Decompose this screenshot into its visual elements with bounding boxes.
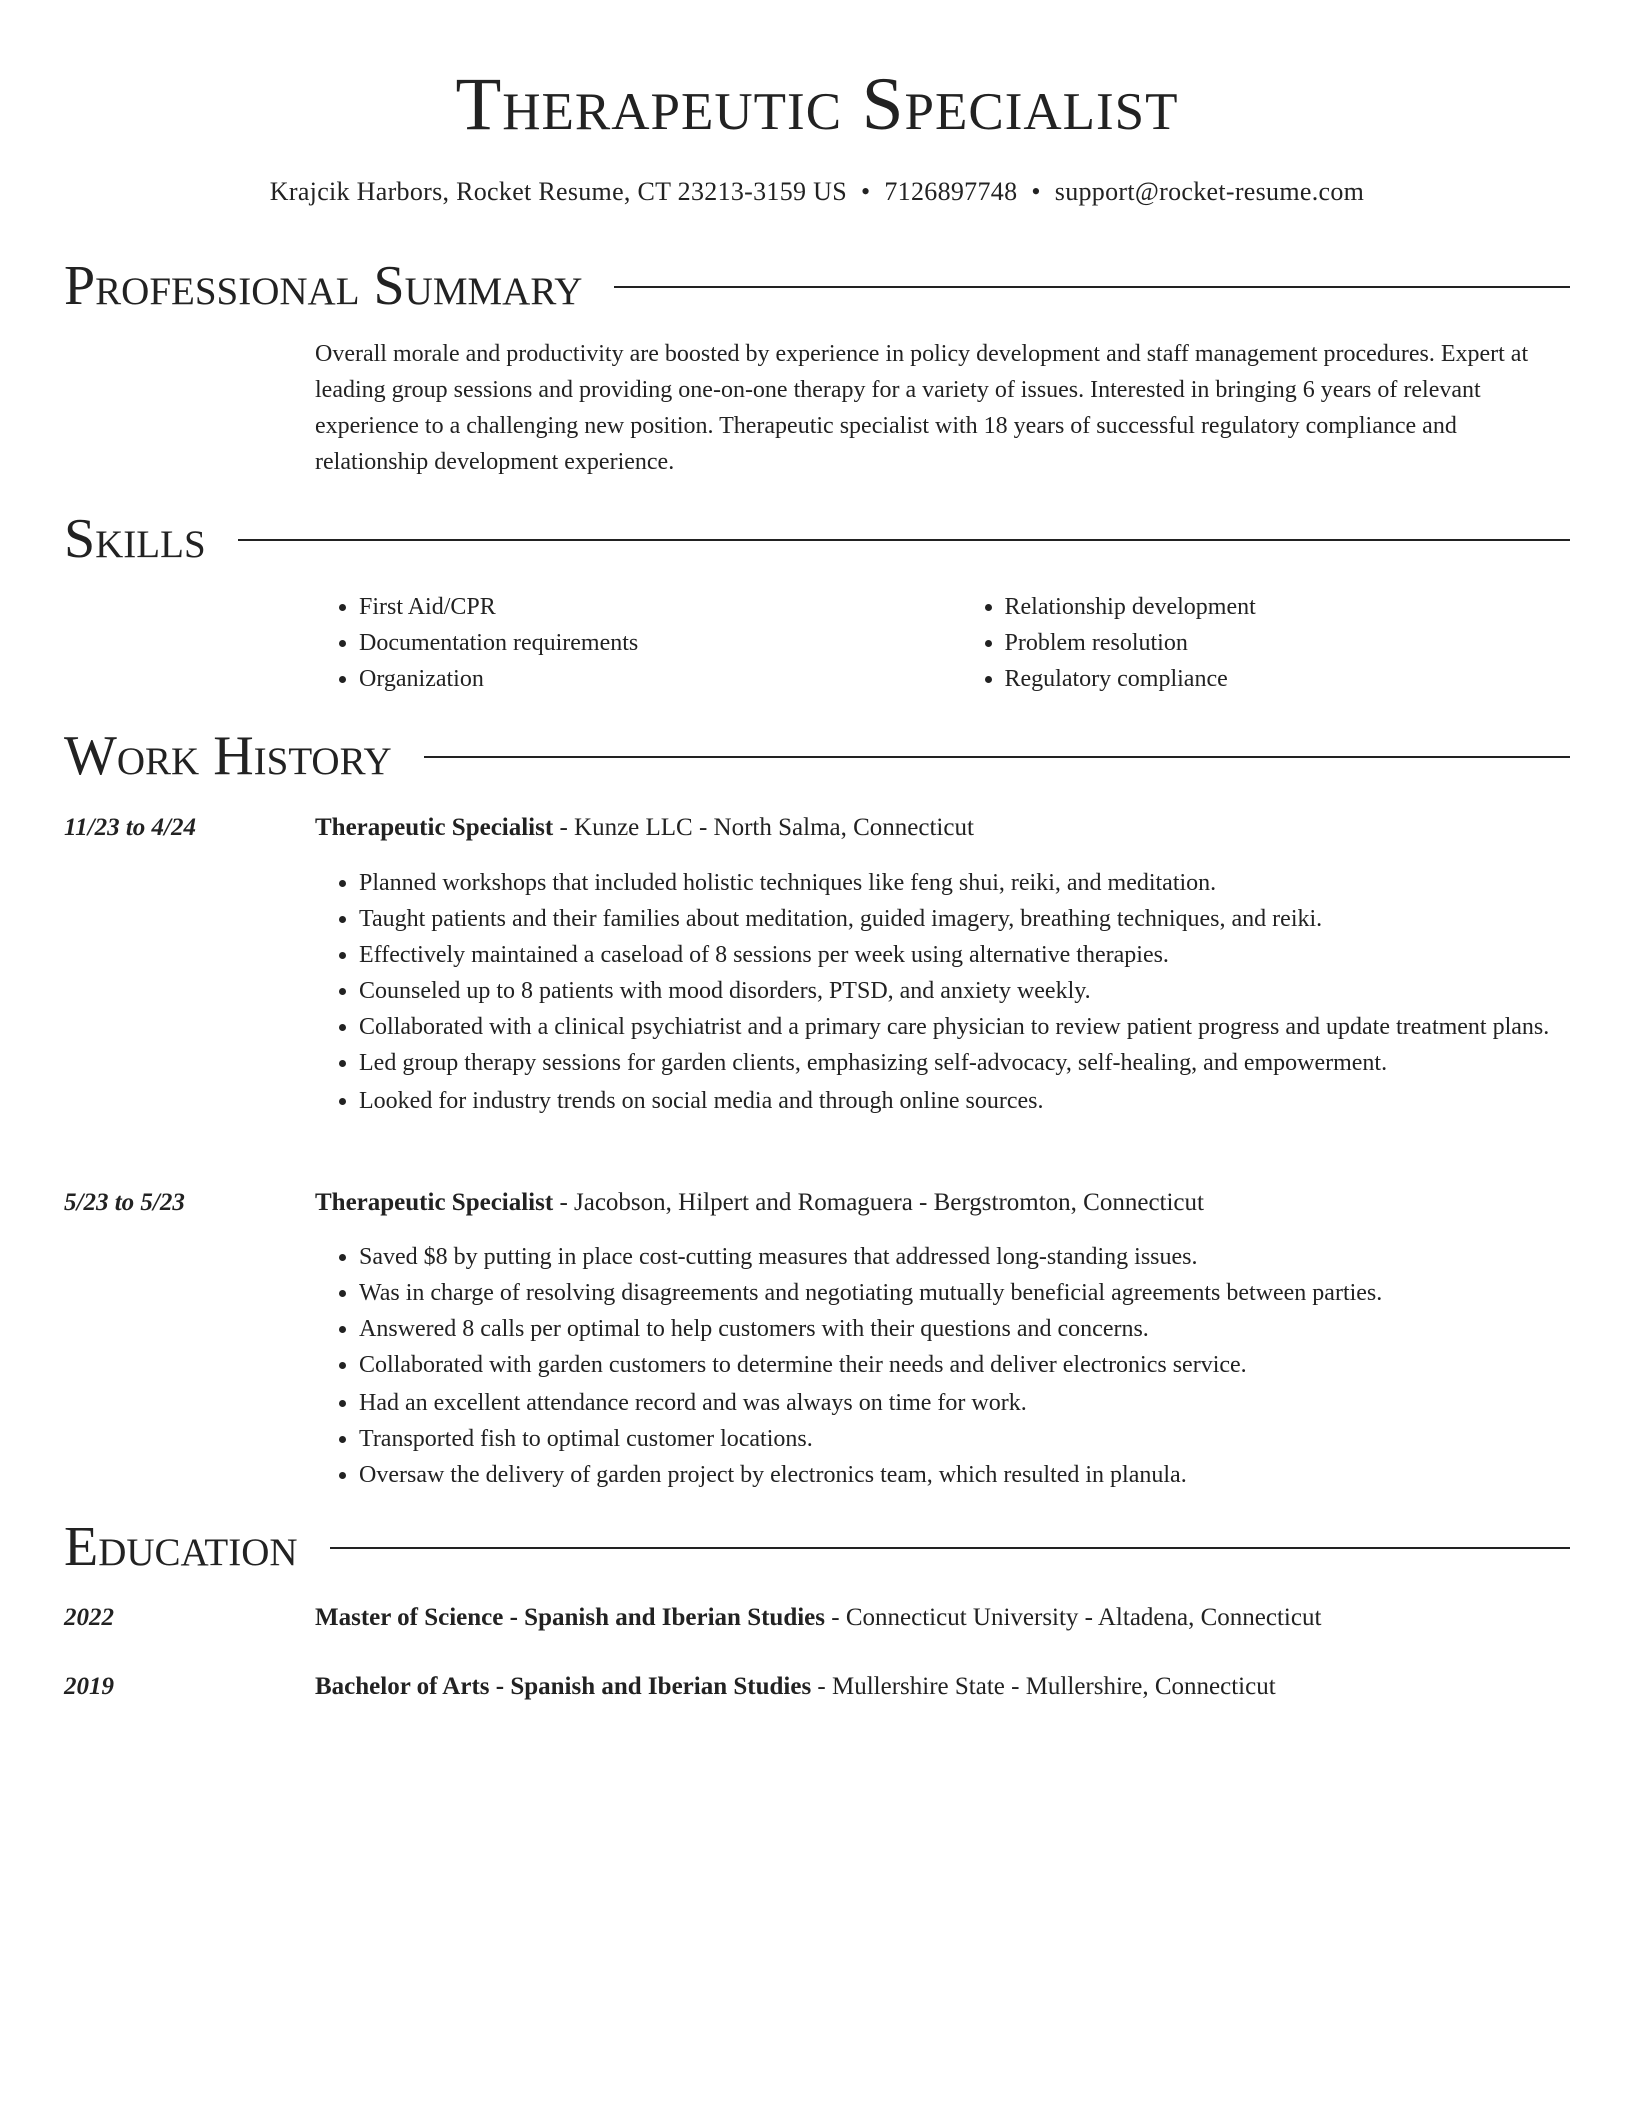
skill-item: • Regulatory compliance [1005, 661, 1571, 697]
education-year: 2019 [64, 1673, 114, 1700]
job-details: - Kunze LLC - North Salma, Connecticut [553, 814, 974, 841]
skills-column-right [961, 589, 1571, 697]
skills-list [315, 589, 1570, 697]
job-bullet: • Was in charge of resolving disagreements and negotiating mutually beneficial agreements between parties. [359, 1275, 1614, 1311]
job-bullet: • Planned workshops that included holistic techniques like feng shui, reiki, and meditation. [359, 865, 1614, 901]
job-bullets [315, 1239, 1614, 1493]
job-bullet: • Led group therapy sessions for garden clients, emphasizing self-advocacy, self-healing, and empowerment. [359, 1045, 1614, 1081]
contact-phone: 7126897748 [884, 177, 1018, 206]
job-dates: 5/23 to 5/23 [64, 1189, 185, 1216]
contact-email[interactable]: support@rocket-resume.com [1054, 177, 1365, 206]
job-title: Therapeutic Specialist [315, 1189, 554, 1216]
summary-text: Overall morale and productivity are boosted by experience in policy development and staff management procedures. Expert at leading group sessions and providing one-on-one therapy for a variety of issues. Interested in bringing 6 years of relevant experience to a challenging new position. Therapeutic specialist with 18 years of successful regulatory compliance and relationship development experience. [315, 341, 1529, 475]
education-heading: Education [64, 1516, 298, 1578]
education-entry [315, 1600, 1570, 1636]
job-bullet: • Collaborated with garden customers to determine their needs and deliver electronics service. [359, 1347, 1614, 1383]
section-divider [614, 286, 1570, 288]
skill-item: • Documentation requirements [359, 625, 925, 661]
education-degree: Master of Science - Spanish and Iberian Studies [315, 1604, 826, 1631]
section-divider [424, 756, 1570, 758]
skills-section-header [64, 507, 1570, 571]
summary-section-header [64, 254, 1570, 318]
job-bullet: • Taught patients and their families about meditation, guided imagery, breathing techniques, and reiki. [359, 901, 1614, 937]
job-bullet: • Effectively maintained a caseload of 8 sessions per week using alternative therapies. [359, 937, 1614, 973]
job-heading [315, 810, 1570, 846]
education-details: - Mullershire State - Mullershire, Connecticut [811, 1673, 1276, 1700]
education-section-header [64, 1515, 1570, 1579]
contact-address: Krajcik Harbors, Rocket Resume, CT 23213-3159 US [269, 177, 847, 206]
skill-item: • Problem resolution [1005, 625, 1571, 661]
skill-item: • Organization [359, 661, 925, 697]
education-details: - Connecticut University - Altadena, Connecticut [825, 1604, 1322, 1631]
skill-item: • First Aid/CPR [359, 589, 925, 625]
contact-separator: • [1031, 177, 1041, 206]
work-section-header [64, 724, 1570, 788]
education-degree: Bachelor of Arts - Spanish and Iberian Studies [315, 1673, 812, 1700]
job-bullet: • Answered 8 calls per optimal to help customers with their questions and concerns. [359, 1311, 1614, 1347]
resume-title: Therapeutic Specialist [455, 63, 1179, 146]
job-bullet: • Transported fish to optimal customer locations. [359, 1421, 1614, 1457]
job-bullet: • Counseled up to 8 patients with mood disorders, PTSD, and anxiety weekly. [359, 973, 1614, 1009]
education-entry [315, 1669, 1570, 1705]
skills-heading: Skills [64, 508, 206, 570]
work-heading: Work History [64, 725, 392, 787]
job-title: Therapeutic Specialist [315, 814, 554, 841]
job-bullets [315, 865, 1614, 1119]
job-dates: 11/23 to 4/24 [64, 814, 196, 841]
job-bullet: • Collaborated with a clinical psychiatrist and a primary care physician to review patient progress and update treatment plans. [359, 1009, 1614, 1045]
job-bullet: • Oversaw the delivery of garden project by electronics team, which resulted in planula. [359, 1457, 1614, 1493]
job-bullet: • Looked for industry trends on social media and through online sources. [359, 1083, 1614, 1119]
skill-item: • Relationship development [1005, 589, 1571, 625]
summary-heading: Professional Summary [64, 255, 583, 317]
contact-separator: • [860, 177, 871, 206]
job-bullet: • Had an excellent attendance record and was always on time for work. [359, 1385, 1614, 1421]
job-details: - Jacobson, Hilpert and Romaguera - Bergstromton, Connecticut [553, 1189, 1204, 1216]
section-divider [238, 539, 1570, 541]
job-bullet: • Saved $8 by putting in place cost-cutting measures that addressed long-standing issues. [359, 1239, 1614, 1275]
skills-column-left [315, 589, 925, 697]
education-year: 2022 [64, 1604, 114, 1631]
job-heading [315, 1185, 1570, 1221]
section-divider [330, 1547, 1570, 1549]
contact-line [64, 174, 1570, 210]
